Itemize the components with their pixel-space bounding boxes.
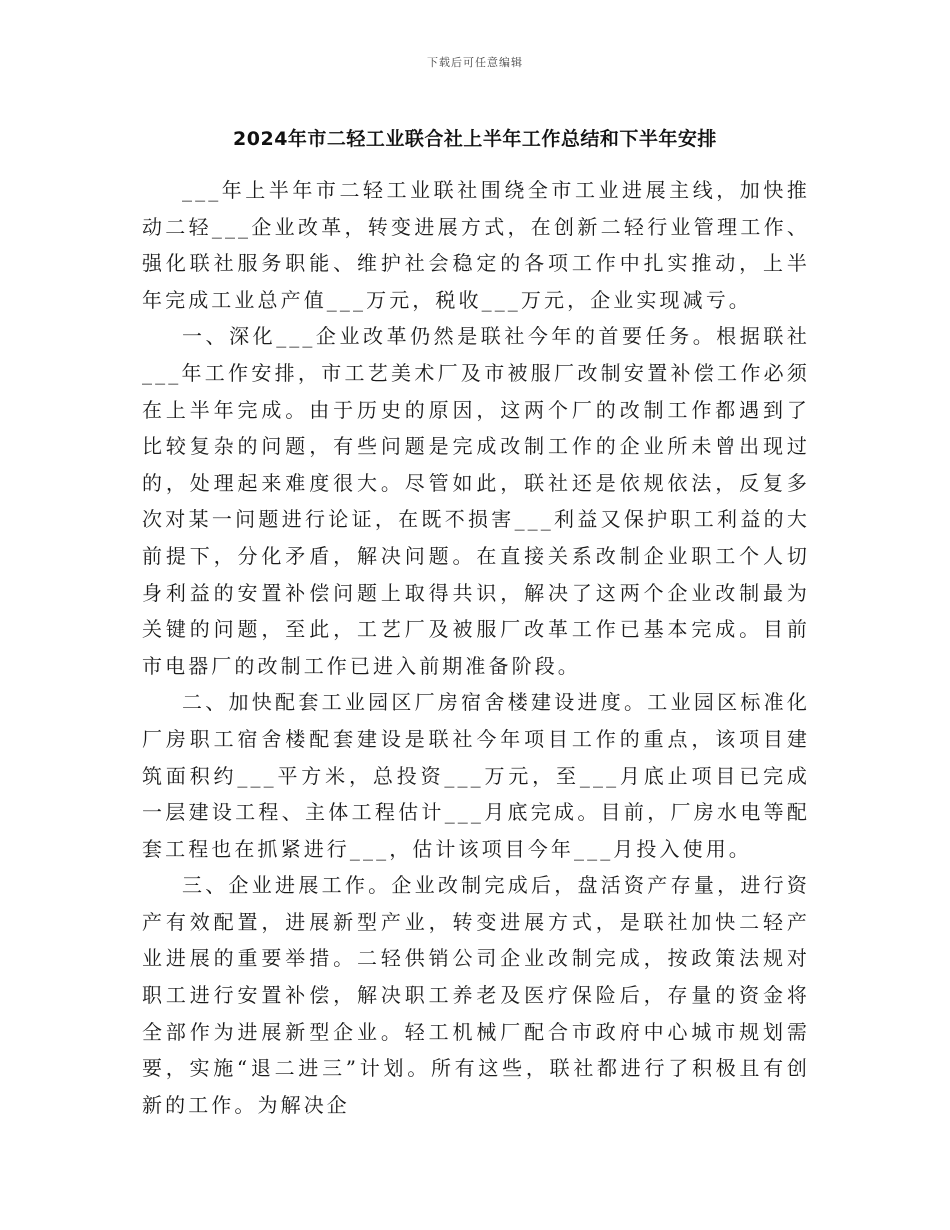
header-note: 下载后可任意编辑 bbox=[427, 56, 523, 69]
document-title: 2024年市二轻工业联合社上半年工作总结和下半年安排 bbox=[233, 128, 717, 150]
paragraph-section-2: 二、加快配套工业园区厂房宿舍楼建设进度。工业园区标准化厂房职工宿舍楼配套建设是联社今年项目工作的重点，该项目建筑面积约___平方米，总投资___万元，至___月底止项目已完成一层建设工程、主体工程估计___月底完成。目前，厂房水电等配套工程也在抓紧进行___，估计该项目今年___月投入使用。 bbox=[142, 690, 810, 861]
paragraph-intro: ___年上半年市二轻工业联社围绕全市工业进展主线，加快推动二轻___企业改革，转变进展方式，在创新二轻行业管理工作、强化联社服务职能、维护社会稳定的各项工作中扎实推动，上半年完成工业总产值___万元，税收___万元，企业实现减亏。 bbox=[142, 178, 810, 312]
paragraph-section-1: 一、深化___企业改革仍然是联社今年的首要任务。根据联社___年工作安排，市工艺美术厂及市被服厂改制安置补偿工作必须在上半年完成。由于历史的原因，这两个厂的改制工作都遇到了比较复杂的问题，有些问题是完成改制工作的企业所未曾出现过的，处理起来难度很大。尽管如此，联社还是依规依法，反复多次对某一问题进行论证，在既不损害___利益又保护职工利益的大前提下，分化矛盾，解决问题。在直接关系改制企业职工个人切身利益的安置补偿问题上取得共识，解决了这两个企业改制最为关键的问题，至此，工艺厂及被服厂改革工作已基本完成。目前市电器厂的改制工作已进入前期准备阶段。 bbox=[142, 324, 810, 678]
paragraph-section-3: 三、企业进展工作。企业改制完成后，盘活资产存量，进行资产有效配置，进展新型产业，转变进展方式，是联社加快二轻产业进展的重要举措。二轻供销公司企业改制完成，按政策法规对职工进行安置补偿，解决职工养老及医疗保险后，存量的资金将全部作为进展新型企业。轻工机械厂配合市政府中心城市规划需要，实施“退二进三”计划。所有这些，联社都进行了积极且有创新的工作。为解决企 bbox=[142, 873, 810, 1117]
document-body bbox=[142, 172, 810, 1123]
